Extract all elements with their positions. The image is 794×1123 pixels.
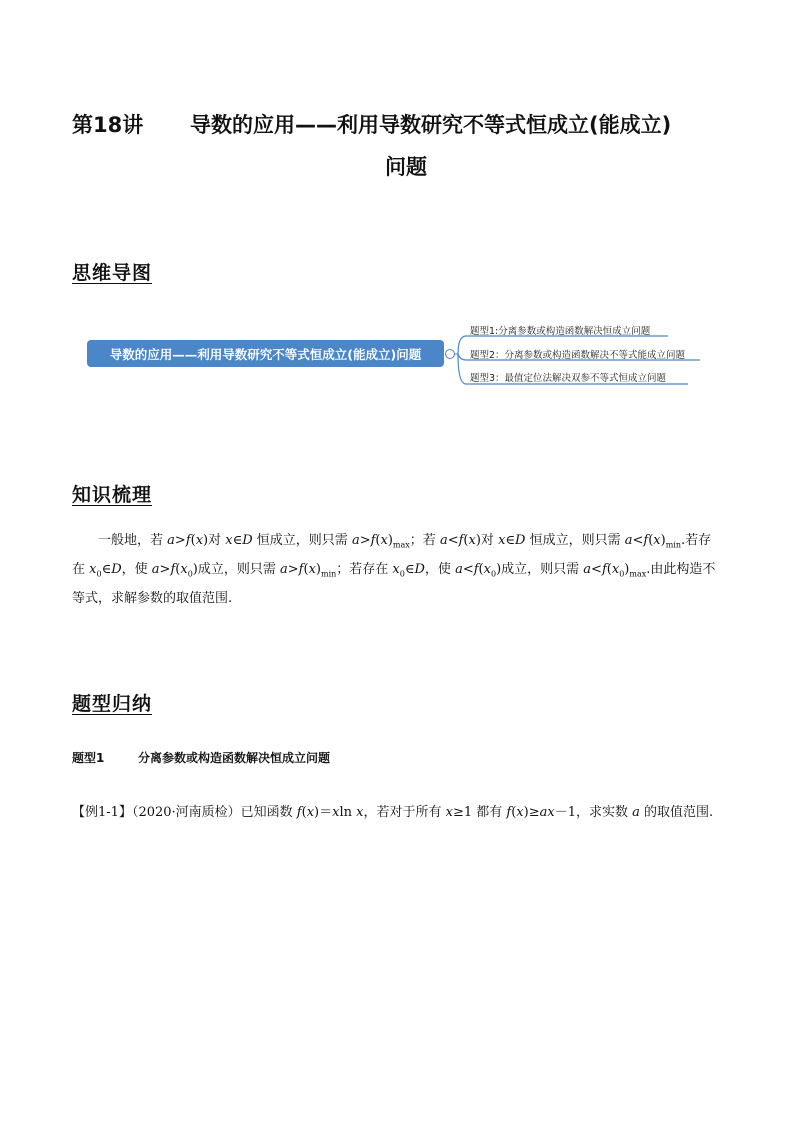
title-line-2: 问题: [385, 155, 427, 179]
type-1-title: 分离参数或构造函数解决恒成立问题: [138, 751, 331, 765]
mindmap-branch-3: 题型3：最值定位法解决双参不等式恒成立问题: [470, 373, 667, 384]
title-line-1: 导数的应用——利用导数研究不等式恒成立(能成立): [190, 113, 672, 137]
mindmap-collapse-handle: [446, 350, 455, 359]
mindmap-branch-2: 题型2：分离参数或构造函数解决不等式能成立问题: [470, 350, 686, 361]
example-source: （2020·河南质检）: [131, 805, 241, 820]
mindmap-root-node: 导数的应用——利用导数研究不等式恒成立(能成立)问题: [87, 340, 444, 367]
knowledge-heading: 知识梳理: [72, 484, 153, 506]
example-1-1: 【例1-1】（2020·河南质检）已知函数 f(x)＝xln x，若对于所有 x≥1 都有 f(x)≥ax－1，求实数 a 的取值范围.: [72, 805, 714, 820]
mindmap-branch-1: 题型1:分离参数或构造函数解决恒成立问题: [470, 326, 651, 337]
mindmap-heading: 思维导图: [72, 262, 153, 284]
type-1-heading: [72, 749, 330, 766]
knowledge-paragraph: 一般地，若 a>f(x)对 x∈D 恒成立，则只需 $a>f(x)_{max}$；若 a<f(x)对 x∈D 恒成立，则只需 $a<f(x)_{min}$.若存在 $x_0\in D$，使 $a>f(x_0)$成立，则只需 $a>f(x)_{min}$；若存在 $x_0\in D$，使 $a<f(x_0)$成立，则只需 $a<f(x_0)_{max}$.由此构造不等式，求解参数的取值范围.: [72, 533, 716, 606]
example-label: 【例1-1】: [72, 805, 132, 820]
type-1-number: 题型1: [72, 751, 105, 765]
types-heading: 题型归纳: [72, 693, 153, 715]
lesson-number: 第18讲: [72, 113, 144, 137]
document-title: [72, 104, 732, 188]
